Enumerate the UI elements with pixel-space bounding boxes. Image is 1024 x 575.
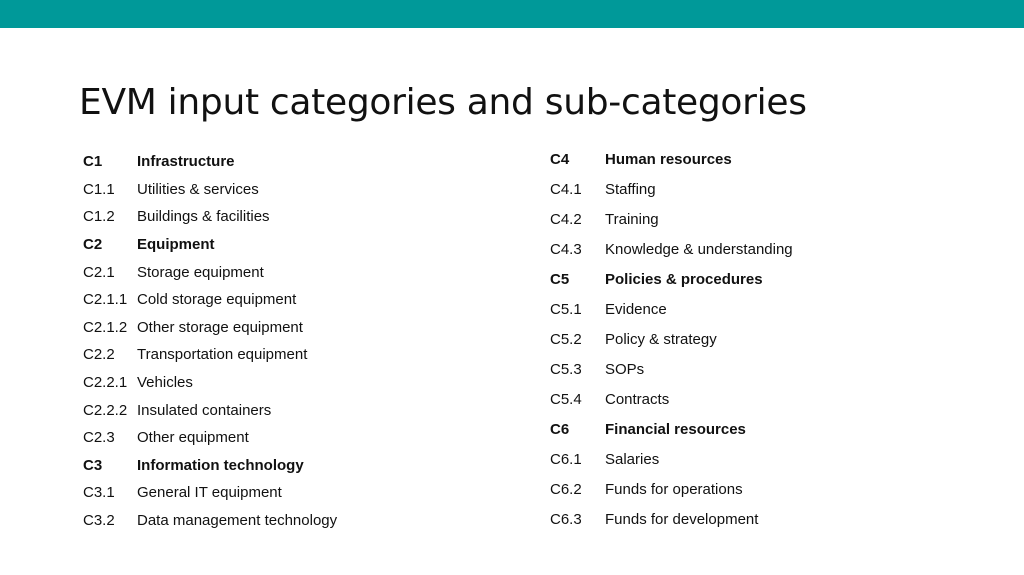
category-label: Policy & strategy bbox=[605, 330, 717, 348]
category-code: C1.1 bbox=[83, 180, 115, 198]
subcategory-row bbox=[83, 176, 337, 204]
category-code: C4.1 bbox=[550, 180, 582, 198]
category-label: General IT equipment bbox=[137, 484, 282, 502]
subcategory-row bbox=[550, 444, 793, 474]
subcategory-row bbox=[83, 424, 337, 452]
subcategory-row bbox=[83, 479, 337, 507]
category-label: Data management technology bbox=[137, 512, 338, 530]
category-code: C6.2 bbox=[550, 480, 582, 498]
category-code: C2.2 bbox=[83, 346, 115, 364]
category-code: C4 bbox=[550, 150, 570, 168]
category-code: C5.4 bbox=[550, 390, 582, 408]
category-label: Funds for development bbox=[605, 510, 759, 528]
category-row bbox=[83, 452, 337, 480]
category-label: Evidence bbox=[605, 300, 667, 318]
subcategory-row bbox=[83, 369, 337, 397]
header-accent-bar bbox=[0, 0, 1024, 28]
subcategory-row bbox=[83, 314, 337, 342]
category-label: Insulated containers bbox=[137, 401, 272, 419]
category-code: C2.3 bbox=[83, 429, 115, 447]
category-list-left bbox=[83, 148, 337, 534]
subcategory-row bbox=[550, 384, 793, 414]
category-code: C3.1 bbox=[83, 484, 115, 502]
subcategory-row bbox=[83, 507, 337, 535]
subcategory-row bbox=[550, 324, 793, 354]
subcategory-row bbox=[83, 203, 337, 231]
subcategory-row bbox=[83, 286, 337, 314]
category-code: C2 bbox=[83, 236, 103, 254]
category-code: C4.2 bbox=[550, 210, 582, 228]
subcategory-row bbox=[83, 258, 337, 286]
category-row bbox=[550, 414, 793, 444]
subcategory-row bbox=[550, 354, 793, 384]
category-label: Equipment bbox=[137, 236, 215, 254]
category-label: SOPs bbox=[605, 360, 645, 378]
category-code: C6.1 bbox=[550, 450, 582, 468]
category-code: C3.2 bbox=[83, 512, 115, 530]
category-code: C2.1.2 bbox=[83, 318, 128, 336]
subcategory-row bbox=[83, 341, 337, 369]
category-label: Training bbox=[605, 210, 659, 228]
category-code: C4.3 bbox=[550, 240, 582, 258]
category-label: Information technology bbox=[137, 456, 304, 474]
category-code: C1 bbox=[83, 153, 103, 171]
category-code: C6.3 bbox=[550, 510, 582, 528]
category-row bbox=[83, 231, 337, 259]
category-label: Transportation equipment bbox=[137, 346, 308, 364]
category-label: Staffing bbox=[605, 180, 656, 198]
category-code: C2.2.1 bbox=[83, 374, 128, 392]
category-row bbox=[550, 264, 793, 294]
category-code: C5.3 bbox=[550, 360, 582, 378]
category-code: C2.1 bbox=[83, 263, 115, 281]
category-label: Knowledge & understanding bbox=[605, 240, 793, 258]
category-label: Utilities & services bbox=[137, 180, 259, 198]
subcategory-row bbox=[550, 504, 793, 534]
category-code: C2.1.1 bbox=[83, 291, 128, 309]
category-label: Salaries bbox=[605, 450, 660, 468]
category-code: C1.2 bbox=[83, 208, 115, 226]
category-label: Storage equipment bbox=[137, 263, 264, 281]
category-row bbox=[550, 144, 793, 174]
category-label: Other storage equipment bbox=[137, 318, 303, 336]
subcategory-row bbox=[550, 174, 793, 204]
subcategory-row bbox=[550, 474, 793, 504]
category-code: C6 bbox=[550, 420, 570, 438]
subcategory-row bbox=[550, 234, 793, 264]
category-code: C5.1 bbox=[550, 300, 582, 318]
category-list-right bbox=[550, 144, 793, 534]
category-code: C3 bbox=[83, 456, 103, 474]
subcategory-row bbox=[83, 396, 337, 424]
category-code: C5 bbox=[550, 270, 570, 288]
category-row bbox=[83, 148, 337, 176]
category-label: Buildings & facilities bbox=[137, 208, 270, 226]
category-code: C2.2.2 bbox=[83, 401, 128, 419]
category-label: Policies & procedures bbox=[605, 270, 763, 288]
category-label: Funds for operations bbox=[605, 480, 743, 498]
category-label: Human resources bbox=[605, 150, 732, 168]
slide-title: EVM input categories and sub-categories bbox=[79, 82, 807, 123]
category-label: Infrastructure bbox=[137, 153, 235, 171]
subcategory-row bbox=[550, 204, 793, 234]
category-label: Financial resources bbox=[605, 420, 746, 438]
category-label: Cold storage equipment bbox=[137, 291, 297, 309]
category-label: Contracts bbox=[605, 390, 670, 408]
category-label: Other equipment bbox=[137, 429, 249, 447]
category-label: Vehicles bbox=[137, 374, 193, 392]
subcategory-row bbox=[550, 294, 793, 324]
category-code: C5.2 bbox=[550, 330, 582, 348]
